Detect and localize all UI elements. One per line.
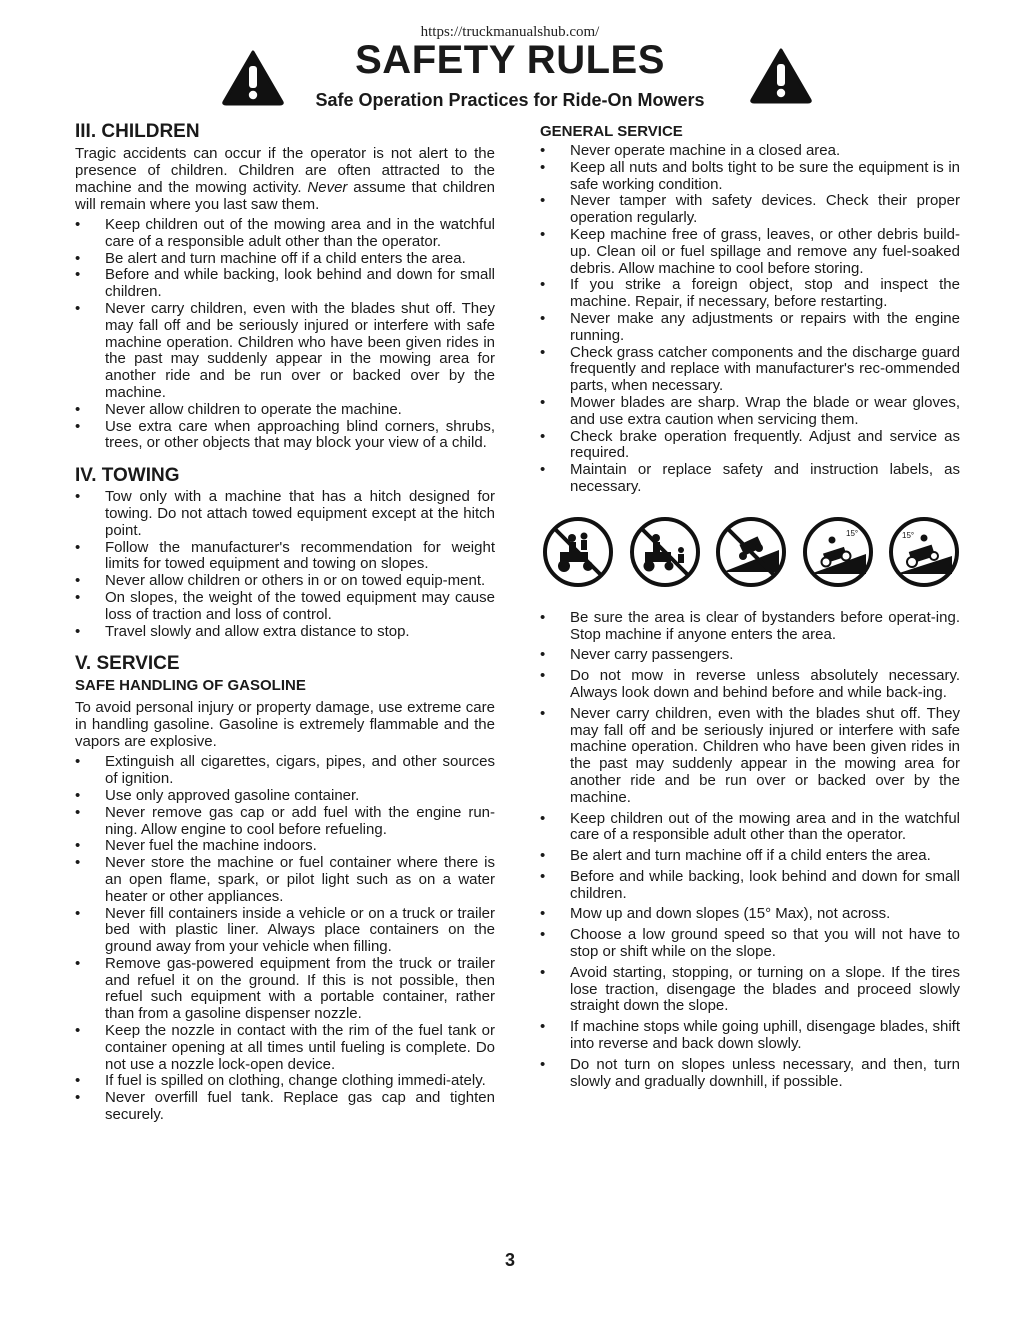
gasoline-intro: To avoid personal injury or property damage, use extreme care in handling gasoline. Gasoline is extremely flammable and the vapors are explosive.: [75, 699, 495, 751]
list-item: • Never tamper with safety devices. Check their proper operation regularly.: [540, 193, 960, 227]
list-item: • Check grass catcher components and the discharge guard frequently and replace with manufacturer's rec-ommended parts, when necessary.: [540, 345, 960, 395]
list-item: • Use only approved gasoline container.: [75, 788, 495, 805]
list-item: • Never allow children or others in or on towed equip-ment.: [75, 573, 495, 590]
list-item: • Mow up and down slopes (15° Max), not across.: [540, 906, 960, 923]
list-item: • Mower blades are sharp. Wrap the blade or wear gloves, and use extra caution when servicing them.: [540, 395, 960, 429]
children-intro: Tragic accidents can occur if the operator is not alert to the presence of children. Children are often attracted to the machine and the mowing activity. Never assume that children will remain where you last saw them.: [75, 145, 496, 213]
list-item: • Keep children out of the mowing area and in the watchful care of a responsible adult other than the operator.: [75, 217, 495, 251]
gasoline-subheading: SAFE HANDLING OF GASOLINE: [75, 677, 306, 695]
list-item: • Follow the manufacturer's recommendation for weight limits for towed equipment and towing on slopes.: [75, 540, 495, 574]
list-item: • Never overfill fuel tank. Replace gas cap and tighten securely.: [75, 1090, 495, 1124]
slope-15-degree-pictogram-icon: [802, 516, 874, 588]
list-item: • Use extra care when approaching blind corners, shrubs, trees, or other objects that may block your view of a child.: [75, 419, 495, 453]
list-item: • On slopes, the weight of the towed equipment may cause loss of traction and loss of control.: [75, 590, 495, 624]
list-item: • Never fill containers inside a vehicle or on a truck or trailer bed with plastic liner. Always place containers on the ground away from your vehicle when filling.: [75, 906, 495, 956]
service-heading: V. SERVICE: [75, 653, 180, 675]
left-column: [75, 120, 495, 1124]
list-item: • Choose a low ground speed so that you will not have to stop or shift while on the slope.: [540, 927, 960, 961]
page-subtitle: Safe Operation Practices for Ride-On Mowers: [315, 90, 705, 110]
list-item: • Maintain or replace safety and instruction labels, as necessary.: [540, 462, 960, 496]
list-item: • Before and while backing, look behind and down for small children.: [540, 869, 960, 903]
list-item: • Remove gas-powered equipment from the truck or trailer and refuel it on the ground. If this is not possible, then refuel such equipment with a portable container, rather than from a gasoline dispenser nozzle.: [75, 956, 495, 1023]
operation-list: [540, 610, 960, 1091]
list-item: • Tow only with a machine that has a hitch designed for towing. Do not attach towed equipment except at the hitch point.: [75, 489, 495, 539]
list-item: • Never carry children, even with the blades shut off. They may fall off and be seriously injured or interfere with safe machine operation. Children who have been given rides in the past may suddenly appear in the mowing area for another ride and be run over or backed over by the machine.: [540, 706, 960, 807]
page-number: 3: [504, 1250, 515, 1270]
list-item: • Never store the machine or fuel container where there is an open flame, spark, or pilot light such as on a water heater or other appliances.: [75, 855, 495, 905]
list-item: • Avoid starting, stopping, or turning on a slope. If the tires lose traction, disengage the blades and proceed slowly straight down the slope.: [540, 965, 960, 1015]
list-item: • Do not turn on slopes unless necessary, and then, turn slowly and gradually downhill, if possible.: [540, 1057, 960, 1091]
list-item: • If fuel is spilled on clothing, change clothing immedi-ately.: [75, 1073, 495, 1090]
no-children-near-mower-pictogram-icon: [629, 516, 701, 588]
towing-list: [75, 489, 495, 640]
no-mowing-across-slope-pictogram-icon: [715, 516, 787, 588]
general-service-list: [540, 143, 960, 496]
list-item: • Be alert and turn machine off if a child enters the area.: [540, 848, 960, 865]
source-url: https://truckmanualshub.com/: [420, 24, 600, 40]
list-item: • If machine stops while going uphill, disengage blades, shift into reverse and back down slowly.: [540, 1019, 960, 1053]
list-item: • Travel slowly and allow extra distance to stop.: [75, 624, 495, 641]
list-item: • Never operate machine in a closed area.: [540, 143, 960, 160]
list-item: • Never remove gas cap or add fuel with the engine run-ning. Allow engine to cool before refueling.: [75, 805, 495, 839]
list-item: • Never carry children, even with the blades shut off. They may fall off and be seriously injured or interfere with safe machine operation. Children who have been given rides in the past may suddenly appear in the mowing area for another ride and be run over or backed over by the machine.: [75, 301, 495, 402]
list-item: • Before and while backing, look behind and down for small children.: [75, 267, 495, 301]
page-title: SAFETY RULES: [355, 38, 665, 82]
list-item: • Keep all nuts and bolts tight to be sure the equipment is in safe working condition.: [540, 160, 960, 194]
list-item: • Extinguish all cigarettes, cigars, pipes, and other sources of ignition.: [75, 754, 495, 788]
towing-heading: IV. TOWING: [75, 465, 180, 487]
right-column: [540, 120, 960, 1094]
list-item: • Never carry passengers.: [540, 647, 960, 664]
slope-angle-label: 15°: [845, 528, 858, 538]
list-item: • Do not mow in reverse unless absolutely necessary. Always look down and behind before and while back-ing.: [540, 668, 960, 702]
slope-15-degree-tip-over-pictogram-icon: [888, 516, 960, 588]
children-list: [75, 217, 495, 452]
list-item: • Never make any adjustments or repairs with the engine running.: [540, 311, 960, 345]
list-item: • Check brake operation frequently. Adjust and service as required.: [540, 429, 960, 463]
list-item: • Keep machine free of grass, leaves, or other debris build-up. Clean oil or fuel spillage and remove any fuel-soaked debris. Allow machine to cool before storing.: [540, 227, 960, 277]
list-item: • Keep the nozzle in contact with the rim of the fuel tank or container opening at all times until fueling is complete. Do not use a nozzle lock-open device.: [75, 1023, 495, 1073]
children-heading: III. CHILDREN: [75, 121, 200, 142]
gasoline-list: [75, 754, 495, 1124]
safety-pictogram-row: [542, 516, 960, 588]
list-item: • If you strike a foreign object, stop and inspect the machine. Repair, if necessary, before restarting.: [540, 277, 960, 311]
list-item: • Never allow children to operate the machine.: [75, 402, 495, 419]
list-item: • Be alert and turn machine off if a child enters the area.: [75, 251, 495, 268]
general-service-heading: GENERAL SERVICE: [540, 123, 683, 140]
list-item: • Be sure the area is clear of bystanders before operat-ing. Stop machine if anyone enters the area.: [540, 610, 960, 644]
slope-angle-label: 15°: [902, 530, 915, 540]
no-passengers-pictogram-icon: [542, 516, 614, 588]
list-item: • Keep children out of the mowing area and in the watchful care of a responsible adult other than the operator.: [540, 811, 960, 845]
list-item: • Never fuel the machine indoors.: [75, 838, 495, 855]
